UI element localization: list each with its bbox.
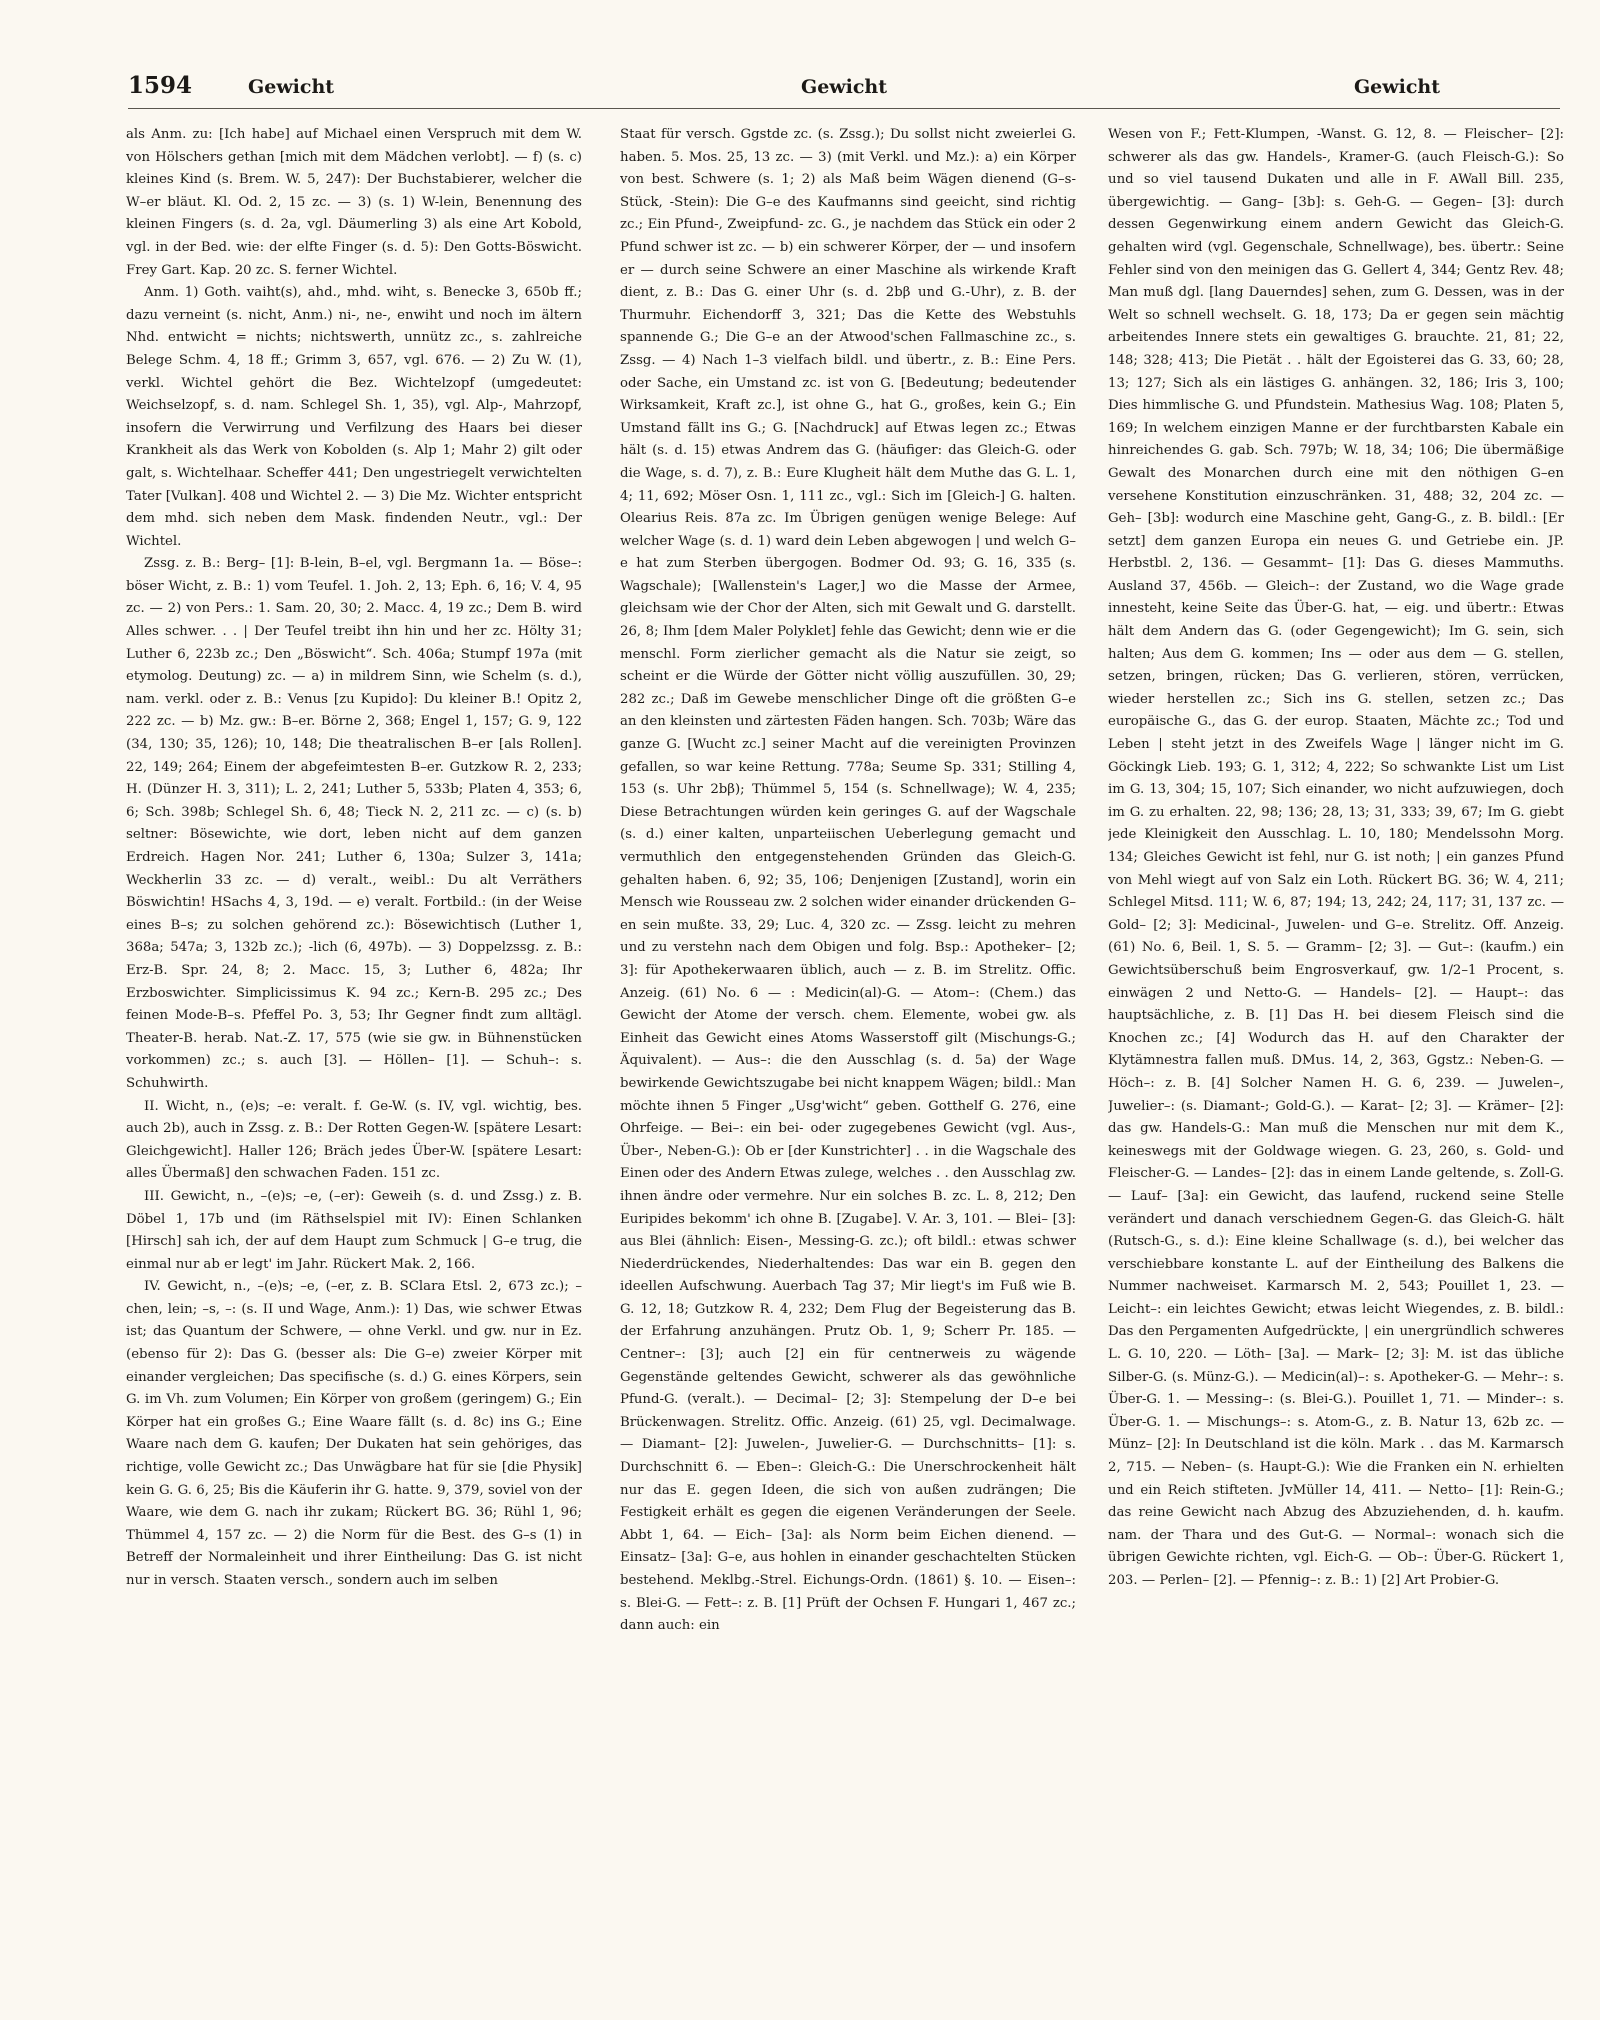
page-header: [128, 72, 1560, 109]
paragraph: Wesen von F.; Fett-Klumpen, -Wanst. G. 12, 8. — Fleischer– [2]: schwerer als das gw. Handels-, Kramer-G. (auch Fleisch-G.): So und so viel tausend Dukaten und alle in F. AWall Bill. 235, übergewichtig. — Gang– [3b]: s. Geh-G. — Gegen– [3]: durch dessen Gegenwirkung einem andern Gewicht das Gleich-G. gehalten wird (vgl. Gegenschale, Schnellwage), bes. übertr.: Seine Fehler sind von den meinigen das G. Gellert 4, 344; Gentz Rev. 48; Man muß dgl. [lang Dauerndes] sehen, zum G. Dessen, was in der Welt so schnell wechselt. G. 18, 173; Da er gegen sein mächtig arbeitendes Innere stets ein gewaltiges G. brauchte. 21, 81; 22, 148; 328; 413; Die Pietät . . hält der Egoisterei das G. 33, 60; 28, 13; 127; Sich als ein lästiges G. anhängen. 32, 186; Iris 3, 100; Dies himmlische G. und Pfundstein. Mathesius Wag. 108; Platen 5, 169; In welchem einzigen Manne er der furchtbarsten Kabale ein hinreichendes G. gab. Sch. 797b; W. 18, 34; 106; Die übermäßige Gewalt des Monarchen durch eine mit den nöthigen G–en versehene Konstitution einzuschränken. 31, 488; 32, 204 zc. — Geh– [3b]: wodurch eine Maschine geht, Gang-G., z. B. bildl.: [Er setzt] dem ganzen Europa ein neues G. und Getriebe ein. JP. Herbstbl. 2, 136. — Gesammt– [1]: Das G. dieses Mammuths. Ausland 37, 456b. — Gleich–: der Zustand, wo die Wage grade innesteht, keine Seite das Über-G. hat, — eig. und übertr.: Etwas hält dem Andern das G. (oder Gegengewicht); Im G. sein, sich halten; Aus dem G. kommen; Ins — oder aus dem — G. stellen, setzen, bringen, rücken; Das G. verlieren, stören, verrücken, wieder herstellen zc.; Sich ins G. stellen, setzen zc.; Das europäische G., das G. der europ. Staaten, Mächte zc.; Tod und Leben | steht jetzt in des Zweifels Wage | länger nicht im G. Göckingk Lieb. 193; G. 1, 312; 4, 222; So schwankte List um List im G. 13, 304; 15, 107; Sich einander, wo nicht aufzuwiegen, doch im G. zu erhalten. 22, 98; 136; 28, 13; 31, 333; 39, 67; Im G. giebt jede Kleinigkeit den Ausschlag. L. 10, 180; Mendelssohn Morg. 134; Gleiches Gewicht ist fehl, nur G. ist noth; | ein ganzes Pfund von Mehl wiegt auf von Salz ein Loth. Rückert BG. 36; W. 4, 211; Schlegel Mitsd. 111; W. 6, 87; 194; 13, 242; 24, 117; 31, 137 zc. — Gold– [2; 3]: Medicinal-, Juwelen- und G–e. Strelitz. Off. Anzeig. (61) No. 6, Beil. 1, S. 5. — Gramm– [2; 3]. — Gut–: (kaufm.) ein Gewichtsüberschuß beim Engrosverkauf, gw. 1/2–1 Procent, s. einwägen 2 und Netto-G. — Handels– [2]. — Haupt–: das hauptsächliche, z. B. [1] Das H. bei diesem Fleisch sind die Knochen zc.; [4] Wodurch das H. auf den Charakter der Klytämnestra fallen muß. DMus. 14, 2, 363, Ggstz.: Neben-G. — Höch–: z. B. [4] Solcher Namen H. G. 6, 239. — Juwelen–, Juwelier–: (s. Diamant-; Gold-G.). — Karat– [2; 3]. — Krämer– [2]: das gw. Handels-G.: Man muß die Menschen nur mit dem K., keineswegs mit der Goldwage wiegen. G. 23, 260, s. Gold- und Fleischer-G. — Landes– [2]: das in einem Lande geltende, s. Zoll-G. — Lauf– [3a]: ein Gewicht, das laufend, ruckend seine Stelle verändert und danach verschiednem Gegen-G. das Gleich-G. hält (Rutsch-G., s. d.): Eine kleine Schallwage (s. d.), bei welcher das verschiebbare konstante L. auf der Eintheilung des Balkens die Nummer nachweiset. Karmarsch M. 2, 543; Pouillet 1, 23. — Leicht–: ein leichtes Gewicht; etwas leicht Wiegendes, z. B. bildl.: Das den Pergamenten Aufgedrückte, | ein unergründlich schweres L. G. 10, 220. — Löth– [3a]. — Mark– [2; 3]: M. ist das übliche Silber-G. (s. Münz-G.). — Medicin(al)–: s. Apotheker-G. — Mehr–: s. Über-G. 1. — Messing–: (s. Blei-G.). Pouillet 1, 71. — Minder–: s. Über-G. 1. — Mischungs–: s. Atom-G., z. B. Natur 13, 62b zc. — Münz– [2]: In Deutschland ist die köln. Mark . . das M. Karmarsch 2, 715. — Neben– (s. Haupt-G.): Wie die Franken ein N. erhielten und ein Reich stifteten. JvMüller 14, 411. — Netto– [1]: Rein-G.; das reine Gewicht nach Abzug des Abzuziehenden, d. h. kaufm. nam. der Thara und des Gut-G. — Normal–: wonach sich die übrigen Gewichte richten, vgl. Eich-G. — Ob–: Über-G. Rückert 1, 203. — Perlen– [2]. — Pfennig–: z. B.: 1) [2] Art Probier-G.: [1108, 127, 1564, 1588]
running-head-left: Gewicht: [248, 76, 335, 98]
paragraph: IV. Gewicht, n., –(e)s; –e, (–er, z. B. SClara Etsl. 2, 673 zc.); –chen, lein; –s, –: (s. II und Wage, Anm.): 1) Das, wie schwer Etwas ist; das Quantum der Schwere, — ohne Verkl. und gw. nur in Ez. (ebenso für 2): Das G. (besser als: Die G–e) zweier Körper mit einander vergleichen; Das specifische (s. d.) G. eines Körpers, sein G. im Vh. zum Volumen; Ein Körper von großem (geringem) G.; Ein Körper hat ein großes G.; Eine Waare fällt (s. d. 8c) ins G.; Eine Waare nach dem G. kaufen; Der Dukaten hat sein gehöriges, das richtige, volle Gewicht zc.; Das Unwägbare hat für sie [die Physik] kein G. G. 6, 25; Bis die Käuferin ihr G. hatte. 9, 379, soviel von der Waare, wie dem G. nach ihr zukam; Rückert BG. 36; Rühl 1, 96; Thümmel 4, 157 zc. — 2) die Norm für die Best. des G–s (1) in Betreff der Normaleinheit und ihrer Eintheilung: Das G. ist nicht nur in versch. Staaten versch., sondern auch im selben: [126, 1279, 582, 1588]
paragraph: Anm. 1) Goth. vaiht(s), ahd., mhd. wiht, s. Benecke 3, 650b ff.; dazu verneint (s. nicht, Anm.) ni-, ne-, enwiht und noch im ältern Nhd. entwicht = nichts; nichtswerth, unnütz zc., s. zahlreiche Belege Schm. 4, 18 ff.; Grimm 3, 657, vgl. 676. — 2) Zu W. (1), verkl. Wichtel gehört die Bez. Wichtelzopf (umgedeutet: Weichselzopf, s. d. nam. Schlegel Sh. 1, 35), vgl. Alp-, Mahrzopf, insofern die Verwirrung und Verfilzung des Haars bei dieser Krankheit als das Werk von Kobolden (s. Alp 1; Mahr 2) gilt oder galt, s. Wichtelhaar. Scheffer 441; Den ungestriegelt verwichtelten Tater [Vulkan]. 408 und Wichtel 2. — 3) Die Mz. Wichter entspricht dem mhd. sich neben dem Mask. findenden Neutr., vgl.: Der Wichtel.: [126, 285, 582, 549]
paragraph: als Anm. zu: [Ich habe] auf Michael einen Verspruch mit dem W. von Hölschers gethan [mich mit dem Mädchen verlobt]. — f) (s. c) kleines Kind (s. Brem. W. 5, 247): Der Buchstabierer, welcher die W–er bläut. Kl. Od. 2, 15 zc. — 3) (s. 1) W-lein, Benennung des kleinen Fingers (s. d. 2a, vgl. Däumerling 3) als eine Art Kobold, vgl. in der Bed. wie: der elfte Finger (s. d. 5): Den Gotts-Böswicht. Frey Gart. Kap. 20 zc. S. ferner Wichtel.: [126, 127, 582, 278]
text-column-2: [620, 124, 1076, 1992]
page-number: 1594: [128, 72, 193, 99]
running-head-center: Gewicht: [800, 76, 888, 98]
text-column-3: [1108, 124, 1564, 1992]
paragraph: II. Wicht, n., (e)s; –e: veralt. f. Ge-W. (s. IV, vgl. wichtig, bes. auch 2b), auch in Zssg. z. B.: Der Rotten Gegen-W. [spätere Lesart: Gleichgewicht]. Haller 126; Bräch jedes Über-W. [spätere Lesart: alles Übermaß] den schwachen Faden. 151 zc.: [126, 1098, 582, 1182]
text-column-1: [126, 124, 582, 1992]
running-head-right: Gewicht: [1353, 76, 1440, 98]
paragraph: Zssg. z. B.: Berg– [1]: B-lein, B–el, vgl. Bergmann 1a. — Böse–: böser Wicht, z. B.: 1) vom Teufel. 1. Joh. 2, 13; Eph. 6, 16; V. 4, 95 zc. — 2) von Pers.: 1. Sam. 20, 30; 2. Macc. 4, 19 zc.; Dem B. wird Alles schwer. . . | Der Teufel treibt ihn hin und her zc. Hölty 31; Luther 6, 223b zc.; Den „Böswicht“. Sch. 406a; Stumpf 197a (mit etymolog. Deutung) zc. — a) in mildrem Sinn, wie Schelm (s. d.), nam. verkl. oder z. B.: Venus [zu Kupido]: Du kleiner B.! Opitz 2, 222 zc. — b) Mz. gw.: B–er. Börne 2, 368; Engel 1, 157; G. 9, 122 (34, 130; 35, 126); 10, 148; Die theatralischen B–er [als Rollen]. 22, 149; 264; Einem der abgefeimtesten B–er. Gutzkow R. 2, 233; H. (Dünzer H. 3, 311); L. 2, 241; Luther 5, 533b; Platen 4, 353; 6, 6; Sch. 398b; Schlegel Sh. 6, 48; Tieck N. 2, 211 zc. — c) (s. b) seltner: Bösewichte, wie dort, leben nicht auf dem ganzen Erdreich. Hagen Nor. 241; Luther 6, 130a; Sulzer 3, 141a; Weckherlin 33 zc. — d) veralt., weibl.: Du alt Verräthers Böswichtin! HSachs 4, 3, 19d. — e) veralt. Fortbild.: (in der Weise eines B–s; zu solchen gehörend zc.): Bösewichtisch (Luther 1, 368a; 547a; 3, 132b zc.); -lich (6, 497b). — 3) Doppelzssg. z. B.: Erz-B. Spr. 24, 8; 2. Macc. 15, 3; Luther 6, 482a; Ihr Erzboswichter. Simplicissimus K. 94 zc.; Kern-B. 295 zc.; Des feinen Mode-B–s. Pfeffel Po. 3, 53; Ihr Gegner findt zum alltägl. Theater-B. herab. Nat.-Z. 17, 575 (wie sie gw. in Bühnenstücken vorkommen) zc.; s. auch [3]. — Höllen– [1]. — Schuh–: s. Schuhwirth.: [126, 556, 582, 1091]
paragraph: Staat für versch. Ggstde zc. (s. Zssg.); Du sollst nicht zweierlei G. haben. 5. Mos. 25, 13 zc. — 3) (mit Verkl. und Mz.): a) ein Körper von best. Schwere (s. 1; 2) als Maß beim Wägen dienend (G–s-Stück, -Stein): Die G–e des Kaufmanns sind geeicht, sind richtig zc.; Ein Pfund-, Zweipfund- zc. G., je nachdem das Stück ein oder 2 Pfund schwer ist zc. — b) ein schwerer Körper, der — und insofern er — durch seine Schwere an einer Maschine als wirkende Kraft dient, z. B.: Das G. einer Uhr (s. d. 2bβ und G.-Uhr), z. B. der Thurmuhr. Eichendorff 3, 321; Das die Kette des Webstuhls spannende G.; Die G–e an der Atwood'schen Fallmaschine zc., s. Zssg. — 4) Nach 1–3 vielfach bildl. und übertr., z. B.: Eine Pers. oder Sache, ein Umstand zc. ist von G. [Bedeutung; bedeutender Wirksamkeit, Kraft zc.], ist ohne G., hat G., großes, kein G.; Ein Umstand fällt ins G.; G. [Nachdruck] auf Etwas legen zc.; Etwas hält (s. d. 15) etwas Andrem das G. (häufiger: das Gleich-G. oder die Wage, s. d. 7), z. B.: Eure Klugheit hält dem Muthe das G. L. 1, 4; 11, 692; Möser Osn. 1, 111 zc., vgl.: Sich im [Gleich-] G. halten. Olearius Reis. 87a zc. Im Übrigen genügen wenige Belege: Auf welcher Wage (s. d. 1) ward dein Leben abgewogen | und welch G–e hat zum Sterben übergogen. Bodmer Od. 93; G. 16, 335 (s. Wagschale); [Wallenstein's Lager,] wo die Masse der Armee, gleichsam wie der Chor der Alten, sich mit Gewalt und G. darstellt. 26, 8; Ihm [dem Maler Polyklet] fehle das Gewicht; denn wie er die menschl. Form zierlicher gemacht als die Natur sie zeigt, so scheint er die Würde der Götter nicht völlig auszufüllen. 30, 29; 282 zc.; Daß im Gewebe menschlicher Dinge oft die größten G–e an den kleinsten und zärtesten Fäden hangen. Sch. 703b; Wäre das ganze G. [Wucht zc.] seiner Macht auf die vereinigten Provinzen gefallen, so war keine Rettung. 778a; Seume Sp. 331; Stilling 4, 153 (s. Uhr 2bβ); Thümmel 5, 154 (s. Schnellwage); W. 4, 235; Diese Betrachtungen würden kein geringes G. auf der Wagschale (s. d.) einer kalten, unparteiischen Ueberlegung gemacht und vermuthlich den entgegenstehenden Gründen das Gleich-G. gehalten haben. 6, 92; 35, 106; Denjenigen [Zustand], worin ein Mensch wie Rousseau zw. 2 solchen wider einander drückenden G–en sein mußte. 33, 29; Luc. 4, 320 zc. — Zssg. leicht zu mehren und zu verstehn nach dem Obigen und folg. Bsp.: Apotheker– [2; 3]: für Apothekerwaaren üblich, auch — z. B. im Strelitz. Offic. Anzeig. (61) No. 6 — : Medicin(al)-G. — Atom–: (Chem.) das Gewicht der Atome der versch. chem. Elemente, wobei gw. als Einheit das Gewicht eines Atoms Wasserstoff gilt (Mischungs-G.; Äquivalent). — Aus–: die den Ausschlag (s. d. 5a) der Wage bewirkende Gewichtszugabe bei nicht knappem Wägen; bildl.: Man möchte ihnen 5 Finger „Usg'wicht“ geben. Gotthelf G. 276, eine Ohrfeige. — Bei–: ein bei- oder zugegebenes Gewicht (vgl. Aus-, Über-, Neben-G.): Ob er [der Kunstrichter] . . in die Wagschale des Einen oder des Andern Etwas zulege, welches . . den Ausschlag zw. ihnen ändre oder vermehre. Nur ein solches B. zc. L. 8, 212; Den Euripides bekomm' ich ohne B. [Zugabe]. V. Ar. 3, 101. — Blei– [3]: aus Blei (ähnlich: Eisen-, Messing-G. zc.); oft bildl.: etwas schwer Niederdrückendes, Niederhaltendes: Das war ein B. gegen den ideellen Aufschwung. Auerbach Tag 37; Mir liegt's im Fuß wie B. G. 12, 18; Gutzkow R. 4, 232; Dem Flug der Begeisterung das B. der Erfahrung anzuhängen. Prutz Ob. 1, 9; Scherr Pr. 185. — Centner–: [3]; auch [2] ein für centnerweis zu wägende Gegenstände geltendes Gewicht, schwerer als das gewöhnliche Pfund-G. (veralt.). — Decimal– [2; 3]: Stempelung der D–e bei Brückenwagen. Strelitz. Offic. Anzeig. (61) 25, vgl. Decimalwage. — Diamant– [2]: Juwelen-, Juwelier-G. — Durchschnitts– [1]: s. Durchschnitt 6. — Eben–: Gleich-G.: Die Unerschrockenheit hält nur das E. gegen Ideen, die sich von außen zudrängen; Die Festigkeit erhält es gegen die eigenen Veränderungen der Seele. Abbt 1, 64. — Eich– [3a]: als Norm beim Eichen dienend. — Einsatz– [3a]: G–e, aus hohlen in einander geschachtelten Stücken bestehend. Meklbg.-Strel. Eichungs-Ordn. (1861) §. 10. — Eisen–: s. Blei-G. — Fett–: z. B. [1] Prüft der Ochsen F. Hungari 1, 467 zc.; dann auch: ein: [620, 127, 1076, 1634]
paragraph: III. Gewicht, n., –(e)s; –e, (–er): Geweih (s. d. und Zssg.) z. B. Döbel 1, 17b und (im Räthselspiel mit IV): Einen Schlanken [Hirsch] sah ich, der auf dem Haupt zum Schmuck | G–e trug, die einmal nur ab er legt' im Jahr. Rückert Mak. 2, 166.: [126, 1188, 582, 1272]
